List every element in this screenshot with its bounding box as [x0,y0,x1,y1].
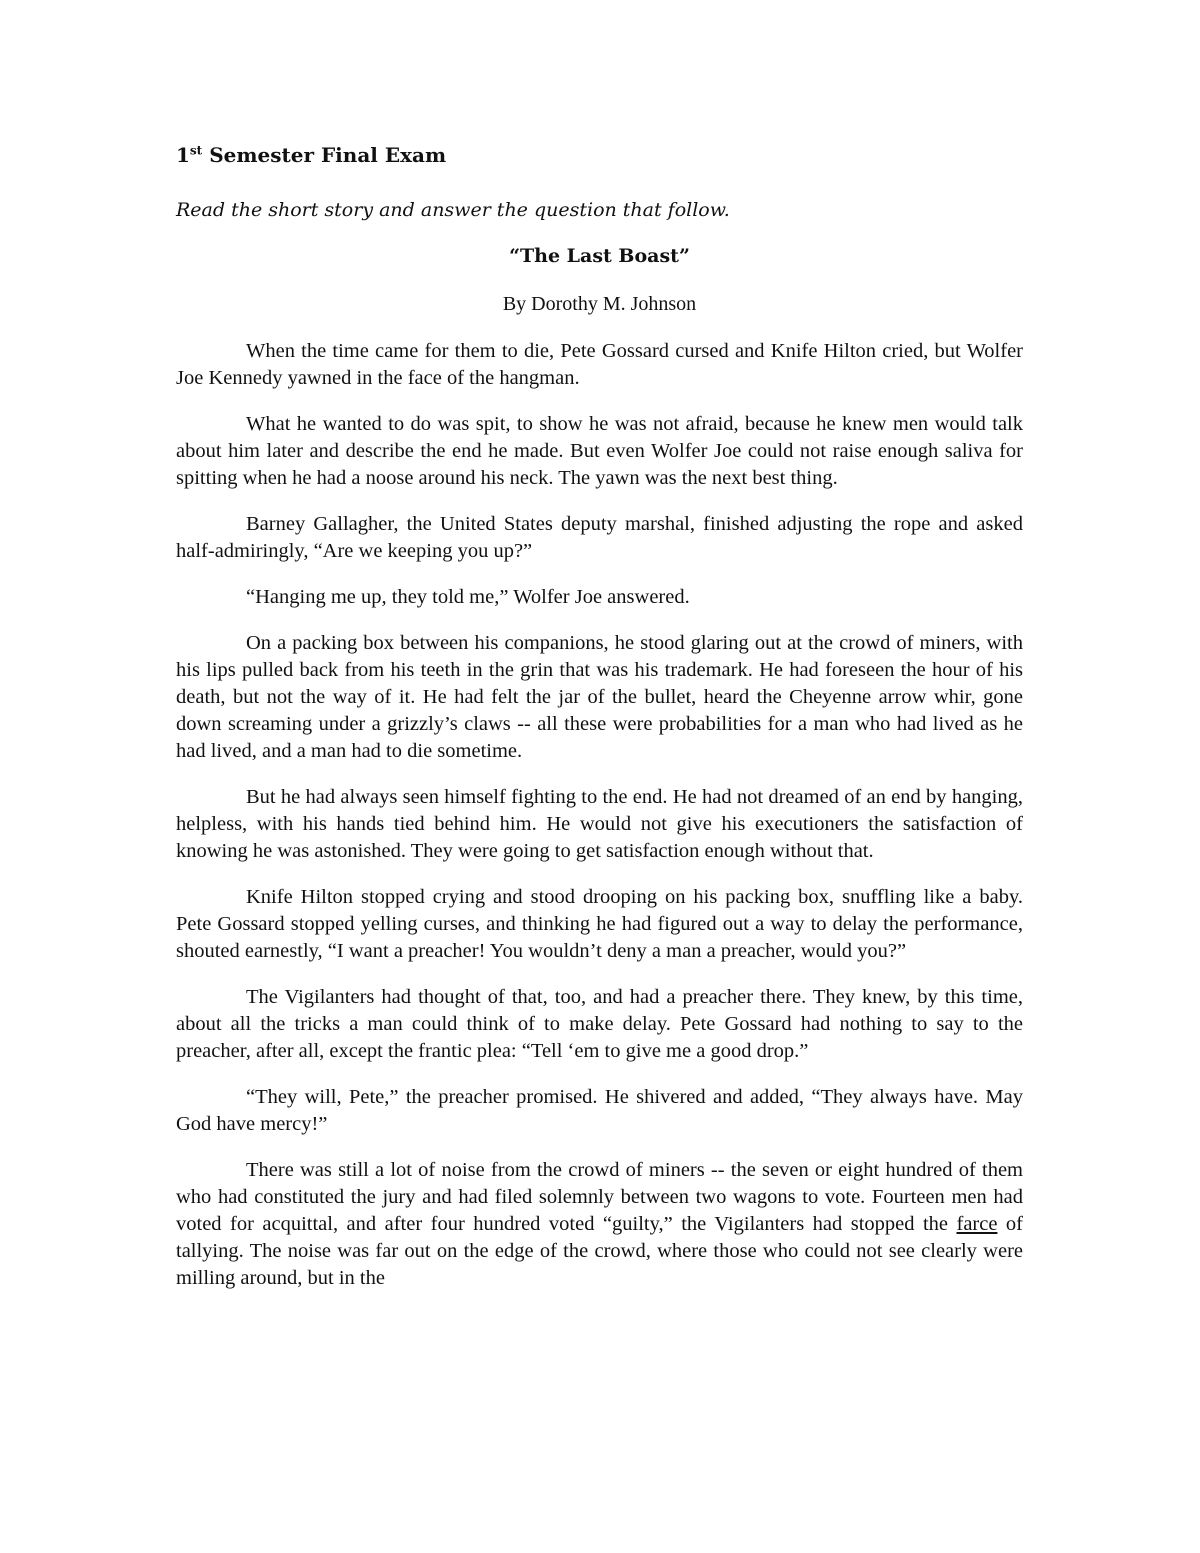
paragraph-10-text-end: of tallying. The noise was far out on the edge of the crowd, where those who could not see clearly were milling around, but in the [176,1213,1023,1289]
document-page [176,140,1023,1311]
story-paragraph-9: “They will, Pete,” the preacher promised. He shivered and added, “They always have. May God have mercy!” [176,1086,1023,1135]
story-paragraph-4: “Hanging me up, they told me,” Wolfer Joe answered. [246,586,690,608]
story-paragraph-8: The Vigilanters had thought of that, too, and had a preacher there. They knew, by this time, about all the tricks a man could think of to make delay. Pete Gossard had nothing to say to the preacher, after all, except the frantic plea: “Tell ‘em to give me a good drop.” [176,986,1023,1062]
heading-superscript: st [189,143,203,158]
story-paragraph-1: When the time came for them to die, Pete Gossard cursed and Knife Hilton cried, but Wolfer Joe Kennedy yawned in the face of the hangman. [176,340,1023,389]
paragraph-10-text-start: There was still a lot of noise from the crowd of miners -- the seven or eight hundred of them who had constituted the jury and had filed solemnly between two wagons to vote. Fourteen men had voted for acquittal, and after four hundred voted “guilty,” the Vigilanters had stopped the [176,1159,1023,1235]
story-paragraph-5: On a packing box between his companions, he stood glaring out at the crowd of miners, with his lips pulled back from his teeth in the grin that was his trademark. He had foreseen the hour of his death, but not the way of it. He had felt the jar of the bullet, heard the Cheyenne arrow whir, gone down screaming under a grizzly’s claws -- all these were probabilities for a man who had lived as he had lived, and a man had to die sometime. [176,632,1023,762]
story-paragraph-3: Barney Gallagher, the United States deputy marshal, finished adjusting the rope and asked half-admiringly, “Are we keeping you up?” [176,513,1023,562]
story-title: “The Last Boast” [509,245,690,267]
heading-text: Semester Final Exam [202,143,447,167]
story-paragraph-2: What he wanted to do was spit, to show he was not afraid, because he knew men would talk about him later and describe the end he made. But even Wolfer Joe could not raise enough saliva for spitting when he had a noose around his neck. The yawn was the next best thing. [176,413,1023,489]
exam-heading [176,140,1023,170]
story-byline: By Dorothy M. Johnson [502,293,697,315]
heading-number: 1 [176,143,190,167]
story-paragraph-6: But he had always seen himself fighting to the end. He had not dreamed of an end by hanging, helpless, with his hands tied behind him. He would not give his executioners the satisfaction of knowing he was astonished. They were going to get satisfaction enough without that. [176,786,1023,862]
exam-instruction: Read the short story and answer the question that follow. [176,199,730,221]
underlined-word-farce: farce [956,1213,998,1235]
story-paragraph-7: Knife Hilton stopped crying and stood drooping on his packing box, snuffling like a baby. Pete Gossard stopped yelling curses, and thinking he had figured out a way to delay the performance, shouted earnestly, “I want a preacher! You wouldn’t deny a man a preacher, would you?” [176,886,1023,962]
story-paragraph-10 [176,1157,1023,1292]
